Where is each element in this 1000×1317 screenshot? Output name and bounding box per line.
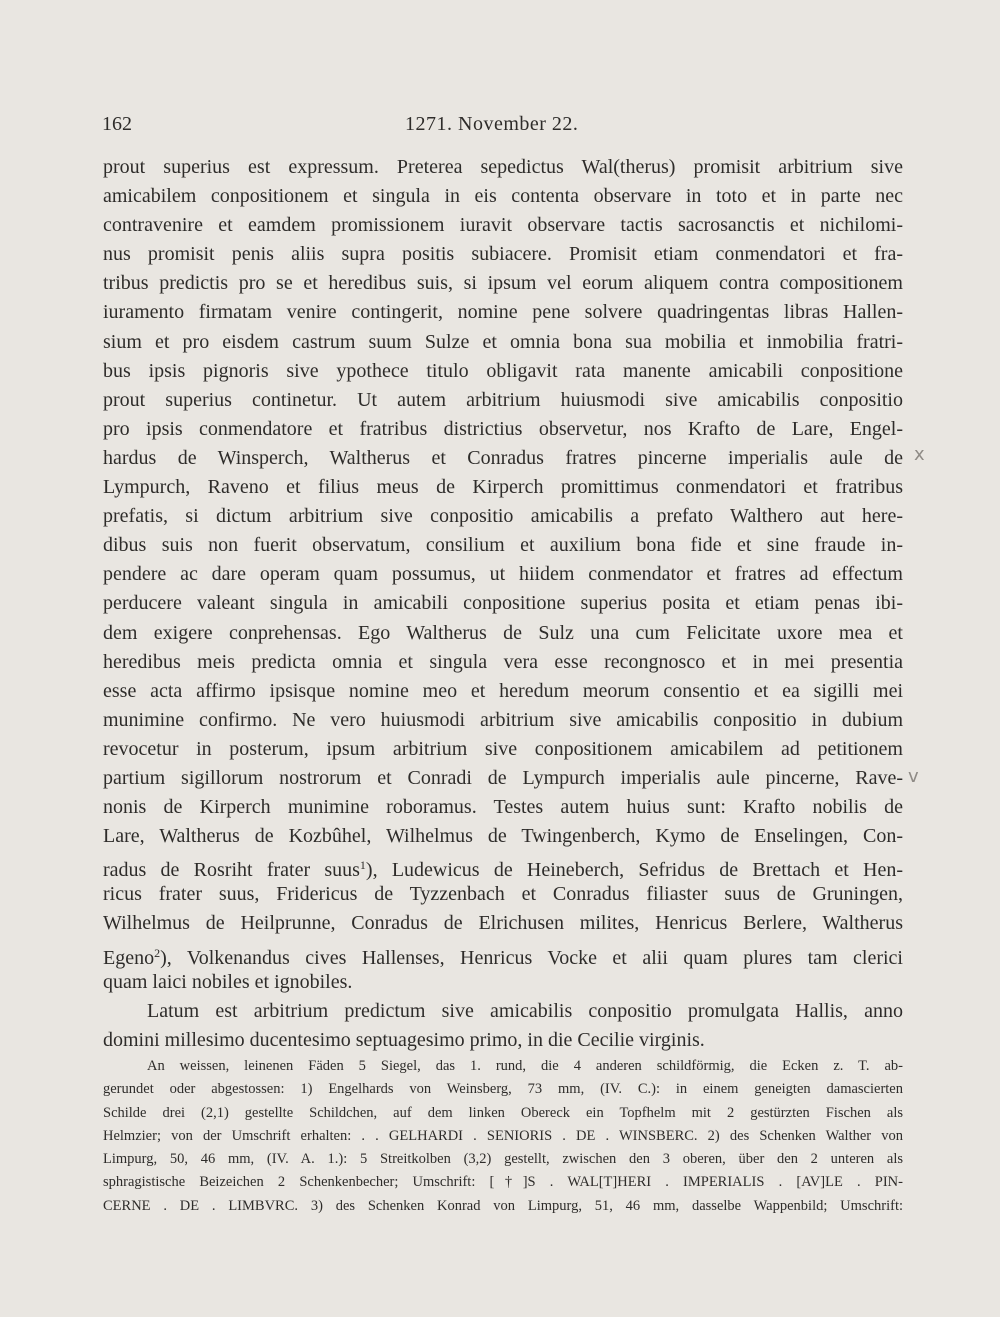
text-line: dem exigere conprehensas. Ego Waltherus de Sulz una cum Felicitate uxore mea et [103, 621, 903, 644]
text-line: Wilhelmus de Heilprunne, Conradus de Elrichusen milites, Henricus Berlere, Waltherus [103, 912, 903, 935]
margin-pencil-mark: v [908, 766, 919, 787]
text-line: prefatis, si dictum arbitrium sive conpositio amicabilis a prefato Walthero aut here- [103, 505, 903, 528]
text-segment: ), Volkenandus cives Hallenses, Henricus Vocke et alii quam plures tam clerici [160, 946, 903, 969]
footnote-marker: 2 [154, 945, 161, 960]
text-line: munimine confirmo. Ne vero huiusmodi arbitrium sive amicabilis conpositio in dubium [103, 708, 903, 731]
text-line: nonis de Kirperch munimine roboramus. Testes autem huius sunt: Krafto nobilis de [103, 796, 903, 819]
page-number: 162 [102, 113, 132, 135]
text-line: sium et pro eisdem castrum suum Sulze et omnia bona sua mobilia et inmobilia fratri- [103, 330, 903, 353]
footnote-line: gerundet oder abgestossen: 1) Engelhards von Weinsberg, 73 mm, (IV. C.): in einem geneigten damascierten [103, 1081, 903, 1098]
text-line: iuramento firmatam venire contingerit, nomine pene solvere quadringentas libras Hallen- [103, 301, 903, 324]
footnote-line: sphragistische Beizeichen 2 Schenkenbecher; Umschrift: [†]S . WAL[T]HERI . IMPERIALIS . [AV]LE . PIN- [103, 1174, 903, 1191]
footnote-line: Schilde drei (2,1) gestellte Schildchen, auf dem linken Obereck ein Topfhelm mit 2 gestürzten Fischen als [103, 1104, 903, 1121]
text-segment: ), Ludewicus de Heineberch, Sefridus de Brettach et Hen- [365, 859, 904, 882]
text-line: esse acta affirmo ipsisque nomine meo et heredum meorum consentio et ea sigilli mei [103, 679, 903, 702]
footnote-marker: 1 [359, 858, 366, 873]
text-line: contravenire et eamdem promissionem iuravit observare tactis sacrosanctis et nichilomi- [103, 214, 903, 237]
text-line: domini millesimo ducentesimo septuagesimo primo, in die Cecilie virginis. [103, 1028, 705, 1051]
text-line: revocetur in posterum, ipsum arbitrium sive conpositionem amicabilem ad petitionem [103, 737, 903, 760]
footnote-line: An weissen, leinenen Fäden 5 Siegel, das 1. rund, die 4 anderen schildförmig, die Ecken z. T. ab- [147, 1058, 903, 1074]
margin-pencil-mark: x [914, 444, 925, 465]
text-line: prout superius est expressum. Preterea sepedictus Wal(therus) promisit arbitrium sive [103, 156, 903, 178]
text-segment: Egeno [103, 946, 155, 969]
text-line [103, 851, 903, 880]
text-line: tribus predictis pro se et heredibus suis, si ipsum vel eorum aliquem contra compositionem [103, 272, 903, 295]
text-line: partium sigillorum nostrorum et Conradi de Lympurch imperialis aule pincerne, Rave- [103, 766, 903, 789]
text-line: hardus de Winsperch, Waltherus et Conradus fratres pincerne imperialis aule de [103, 446, 903, 469]
footnote-line: Limpurg, 50, 46 mm, (IV. A. 1.): 5 Streitkolben (3,2) gestellt, zwischen den 3 oberen, über den 2 unteren als [103, 1151, 903, 1168]
text-line: dibus suis non fuerit observatum, consilium et auxilium bona fide et sine fraude in- [103, 534, 903, 557]
footnote-line: Helmzier; von der Umschrift erhalten: . . GELHARDI . SENIORIS . DE . WINSBERC. 2) des Schenken Walther von [103, 1127, 903, 1144]
text-line: Lare, Waltherus de Kozbûhel, Wilhelmus de Twingenberch, Kymo de Enselingen, Con- [103, 825, 903, 848]
text-line: nus promisit penis aliis supra positis subiacere. Promisit etiam conmendatori et fra- [103, 243, 903, 266]
running-title: 1271. November 22. [405, 113, 579, 135]
text-line [103, 939, 903, 968]
text-line: pendere ac dare operam quam possumus, ut hiidem conmendator et fratres ad effectum [103, 563, 903, 586]
text-line: amicabilem conpositionem et singula in eis contenta observare in toto et in parte nec [103, 185, 903, 208]
text-line: ricus frater suus, Fridericus de Tyzzenbach et Conradus filiaster suus de Gruningen, [103, 883, 903, 906]
page-header [102, 113, 902, 143]
text-line: pro ipsis conmendatore et fratribus districtius observetur, nos Krafto de Lare, Engel- [103, 417, 903, 440]
text-line: Latum est arbitrium predictum sive amicabilis conpositio promulgata Hallis, anno [147, 999, 903, 1022]
text-line: perducere valeant singula in amicabili conpositione superius posita et etiam penas ibi- [103, 592, 903, 615]
text-line: prout superius continetur. Ut autem arbitrium huiusmodi sive amicabilis conpositio [103, 388, 903, 411]
footnote-line: CERNE . DE . LIMBVRC. 3) des Schenken Konrad von Limpurg, 51, 46 mm, dasselbe Wappenbild; Umschrift: [103, 1197, 903, 1214]
charter-text [103, 153, 903, 1055]
text-line: quam laici nobiles et ignobiles. [103, 970, 353, 993]
text-line: heredibus meis predicta omnia et singula vera esse recongnosco et in mei presentia [103, 650, 903, 673]
seal-description [103, 1055, 903, 1218]
text-line: Lympurch, Raveno et filius meus de Kirperch promittimus conmendatori et fratribus [103, 476, 903, 499]
text-segment: radus de Rosriht frater suus [103, 859, 360, 882]
text-line: bus ipsis pignoris sive ypothece titulo obligavit rata manente amicabili conpositione [103, 359, 903, 382]
